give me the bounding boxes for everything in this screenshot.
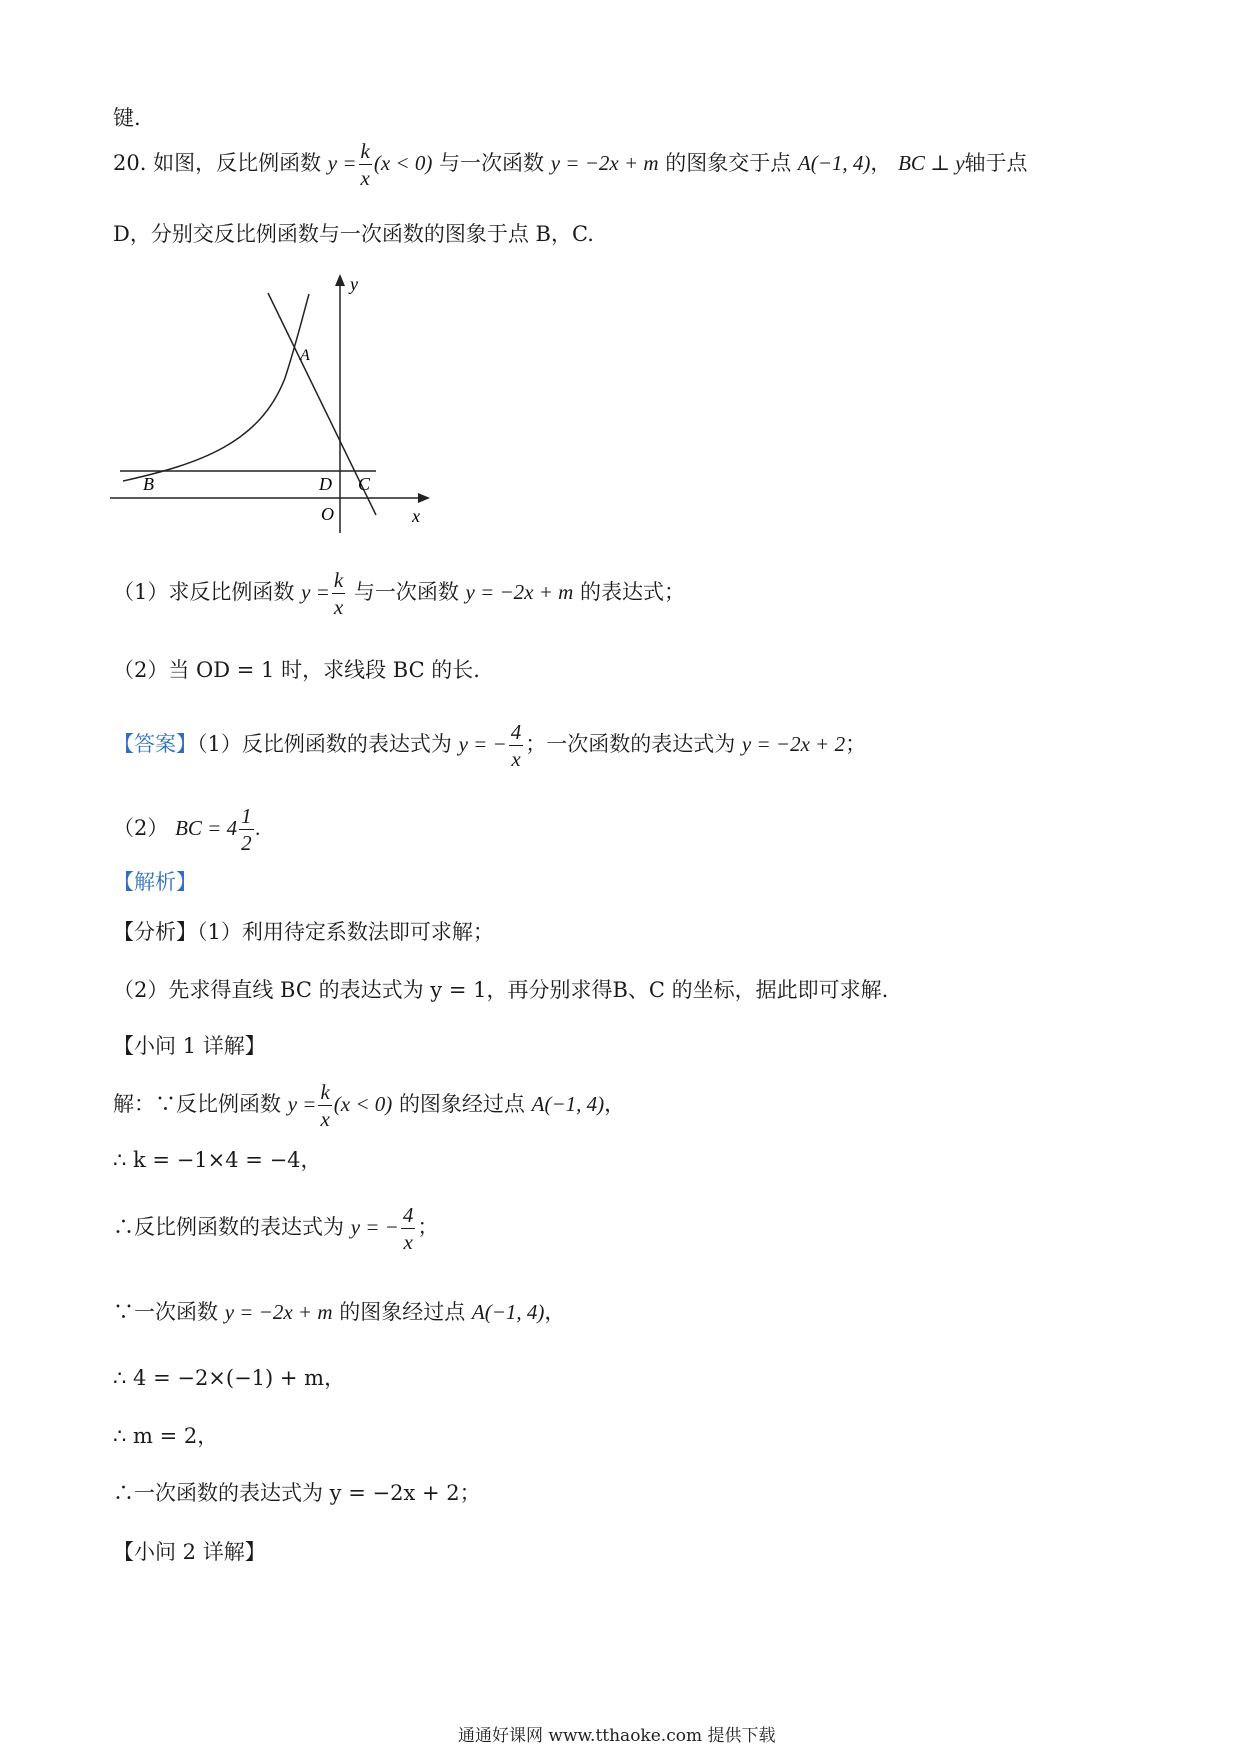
- linear-function: y = −2x + m: [550, 150, 659, 175]
- analysis-line1: 【分析】（1）利用待定系数法即可求解；: [113, 920, 494, 944]
- sub2-heading: 【小问 2 详解】: [113, 1540, 266, 1564]
- label-x: x: [412, 506, 420, 526]
- problem-statement-line1: 20. 如图，反比例函数 y = $\frac{k}{x}$ (x < 0) 与一次函数 y = −2x + m 的图象交于点 A(−1, 4)， BC ⊥ y轴于点: [113, 139, 1028, 190]
- analysis-tag: 【解析】: [113, 870, 197, 894]
- answer-tag: 【答案】: [113, 731, 197, 756]
- label-b: B: [143, 474, 154, 494]
- bc-perpendicular: BC ⊥ y: [898, 150, 965, 175]
- part-2-question: （2）当 OD = 1 时，求线段 BC 的长.: [113, 658, 480, 682]
- x-axis-arrow: [418, 493, 430, 503]
- point-a: A(−1, 4): [797, 150, 871, 175]
- sub1-heading: 【小问 1 详解】: [113, 1034, 266, 1058]
- solution-line6: ∴ m = 2，: [113, 1424, 219, 1448]
- problem-number: 20.: [113, 150, 147, 175]
- analysis-line2: （2）先求得直线 BC 的表达式为 y = 1，再分别求得B、C 的坐标，据此即可求解.: [113, 978, 889, 1002]
- part-1-question: （1）求反比例函数 y = $\frac{k}{x}$ 与一次函数 y = −2x + m 的表达式；: [113, 568, 686, 619]
- solution-line4: ∵一次函数 y = −2x + m 的图象经过点 A(−1, 4)，: [113, 1300, 566, 1324]
- hyperbola-curve: [123, 294, 309, 481]
- label-c: C: [358, 474, 371, 494]
- function-graph-figure: [110, 268, 440, 538]
- solution-line3: ∴反比例函数的表达式为 y = − $\frac{4}{x}$ ；: [113, 1203, 439, 1254]
- inverse-function: y = $\frac{k}{x}$ (x < 0): [327, 139, 433, 190]
- problem-statement-line2: D，分别交反比例函数与一次函数的图象于点 B，C.: [113, 222, 594, 246]
- solution-line5: ∴ 4 = −2×(−1) + m，: [113, 1366, 346, 1390]
- solution-line7: ∴一次函数的表达式为 y = −2x + 2；: [113, 1481, 481, 1505]
- text-line-top: 键.: [113, 106, 141, 130]
- y-axis-arrow: [335, 274, 345, 286]
- answer-line2: （2） BC = 4 $\frac{1}{2}$ .: [113, 804, 261, 855]
- solution-line1: 解：∵反比例函数 y = $\frac{k}{x}$ (x < 0) 的图象经过点 A(−1, 4)，: [113, 1080, 626, 1131]
- footer-source: 通通好课网 www.tthaoke.com 提供下载: [458, 1726, 776, 1746]
- label-y: y: [350, 274, 358, 294]
- label-d: D: [319, 474, 332, 494]
- label-o: O: [321, 504, 334, 524]
- answer-line1: 【答案】（1）反比例函数的表达式为 y = − $\frac{4}{x}$ ；一次函数的表达式为 y = −2x + 2；: [113, 720, 867, 771]
- solution-line2: ∴ k = −1×4 = −4，: [113, 1148, 322, 1172]
- label-a: A: [300, 347, 310, 364]
